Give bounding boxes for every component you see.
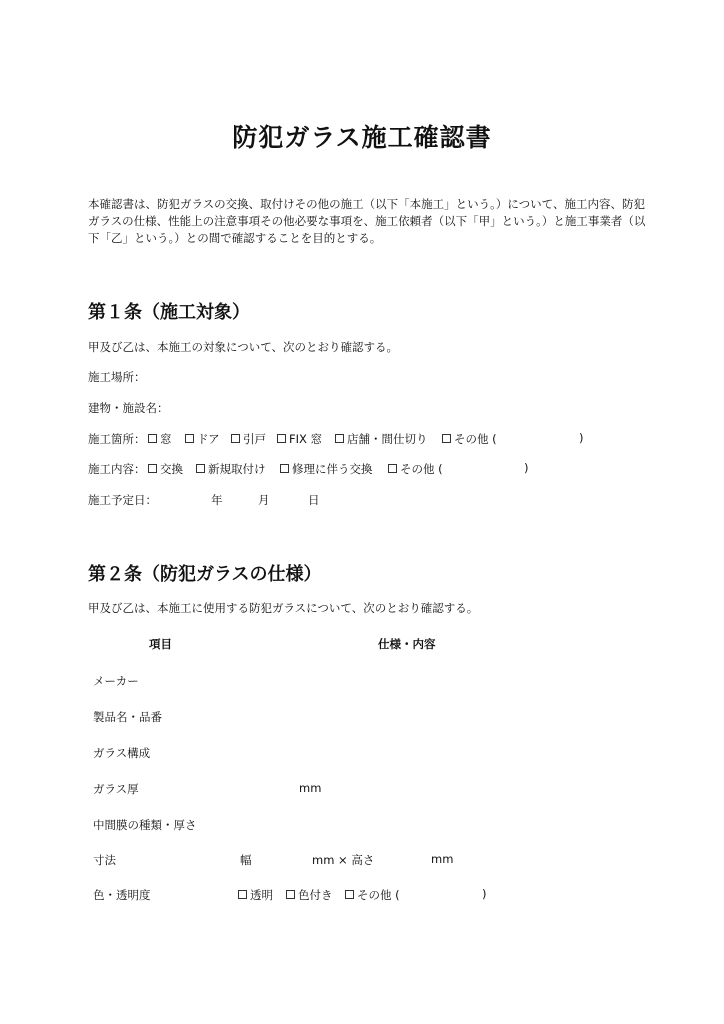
row-dimensions-height-unit: mm — [431, 852, 454, 866]
checkbox-icon — [185, 434, 194, 443]
checkbox-icon — [196, 464, 205, 473]
color-option-clear[interactable]: 透明 — [238, 887, 273, 903]
article1-lead: 甲及び乙は、本施工の対象について、次のとおり確認する。 — [88, 340, 399, 354]
content-other-close: ) — [524, 461, 529, 475]
building-label: 建物・施設名： — [88, 401, 169, 415]
row-composition-label: ガラス構成 — [93, 746, 151, 760]
row-dimensions-label: 寸法 — [93, 853, 116, 867]
spec-table-header-item: 項目 — [149, 637, 172, 651]
checkbox-icon — [238, 890, 247, 899]
content-label: 施工内容： — [88, 462, 146, 476]
color-option-other[interactable]: その他 ( — [345, 887, 400, 903]
content-option-new-install[interactable]: 新規取付け — [196, 461, 266, 477]
row-maker-label: メーカー — [93, 674, 139, 688]
checkbox-icon — [280, 464, 289, 473]
row-interlayer-label: 中間膜の種類・厚さ — [93, 818, 197, 832]
area-option-shop-partition[interactable]: 店舗・間仕切り — [335, 431, 428, 447]
checkbox-icon — [277, 434, 286, 443]
location-label: 施工場所： — [88, 370, 146, 384]
color-other-close: ) — [482, 887, 487, 901]
row-thickness-unit: mm — [299, 781, 322, 795]
content-option-repair-replace[interactable]: 修理に伴う交換 — [280, 461, 373, 477]
intro-paragraph: 本確認書は、防犯ガラスの交換、取付けその他の施工（以下「本施工」という。）について、施工内容、防犯ガラスの仕様、性能上の注意事項その他必要な事項を、施工依頼者（以下「甲」という。）と施工事業者（以下「乙」という。）との間で確認することを目的とする。 — [88, 197, 646, 245]
checkbox-icon — [231, 434, 240, 443]
checkbox-icon — [148, 434, 157, 443]
article1-heading: 第１条（施工対象） — [88, 302, 250, 323]
area-option-window[interactable]: 窓 — [148, 431, 172, 447]
checkbox-icon — [286, 890, 295, 899]
content-option-other[interactable]: その他 ( — [388, 461, 443, 477]
checkbox-icon — [148, 464, 157, 473]
checkbox-icon — [388, 464, 397, 473]
document-title: 防犯ガラス施工確認書 — [232, 123, 492, 152]
spec-table-header-spec: 仕様・内容 — [378, 637, 436, 651]
area-option-fix-window[interactable]: FIX 窓 — [277, 431, 322, 447]
area-option-sliding-door[interactable]: 引戸 — [231, 431, 266, 447]
area-other-close: ) — [579, 431, 584, 445]
checkbox-icon — [442, 434, 451, 443]
date-label: 施工予定日： — [88, 493, 157, 507]
color-option-tinted[interactable]: 色付き — [286, 887, 333, 903]
date-day: 日 — [308, 493, 320, 507]
article2-heading: 第２条（防犯ガラスの仕様） — [88, 564, 322, 585]
date-year: 年 — [211, 493, 223, 507]
row-product-label: 製品名・品番 — [93, 710, 162, 724]
row-thickness-label: ガラス厚 — [93, 782, 139, 796]
area-label: 施工箇所： — [88, 432, 146, 446]
content-option-replace[interactable]: 交換 — [148, 461, 183, 477]
checkbox-icon — [345, 890, 354, 899]
row-dimensions-mm-height: mm × 高さ — [312, 853, 375, 867]
checkbox-icon — [335, 434, 344, 443]
row-color-label: 色・透明度 — [93, 888, 151, 902]
area-option-door[interactable]: ドア — [185, 431, 220, 447]
date-month: 月 — [258, 493, 270, 507]
article2-lead: 甲及び乙は、本施工に使用する防犯ガラスについて、次のとおり確認する。 — [88, 601, 479, 615]
area-option-other[interactable]: その他 ( — [442, 431, 497, 447]
area-row — [88, 431, 146, 447]
row-dimensions-width: 幅 — [240, 853, 252, 867]
